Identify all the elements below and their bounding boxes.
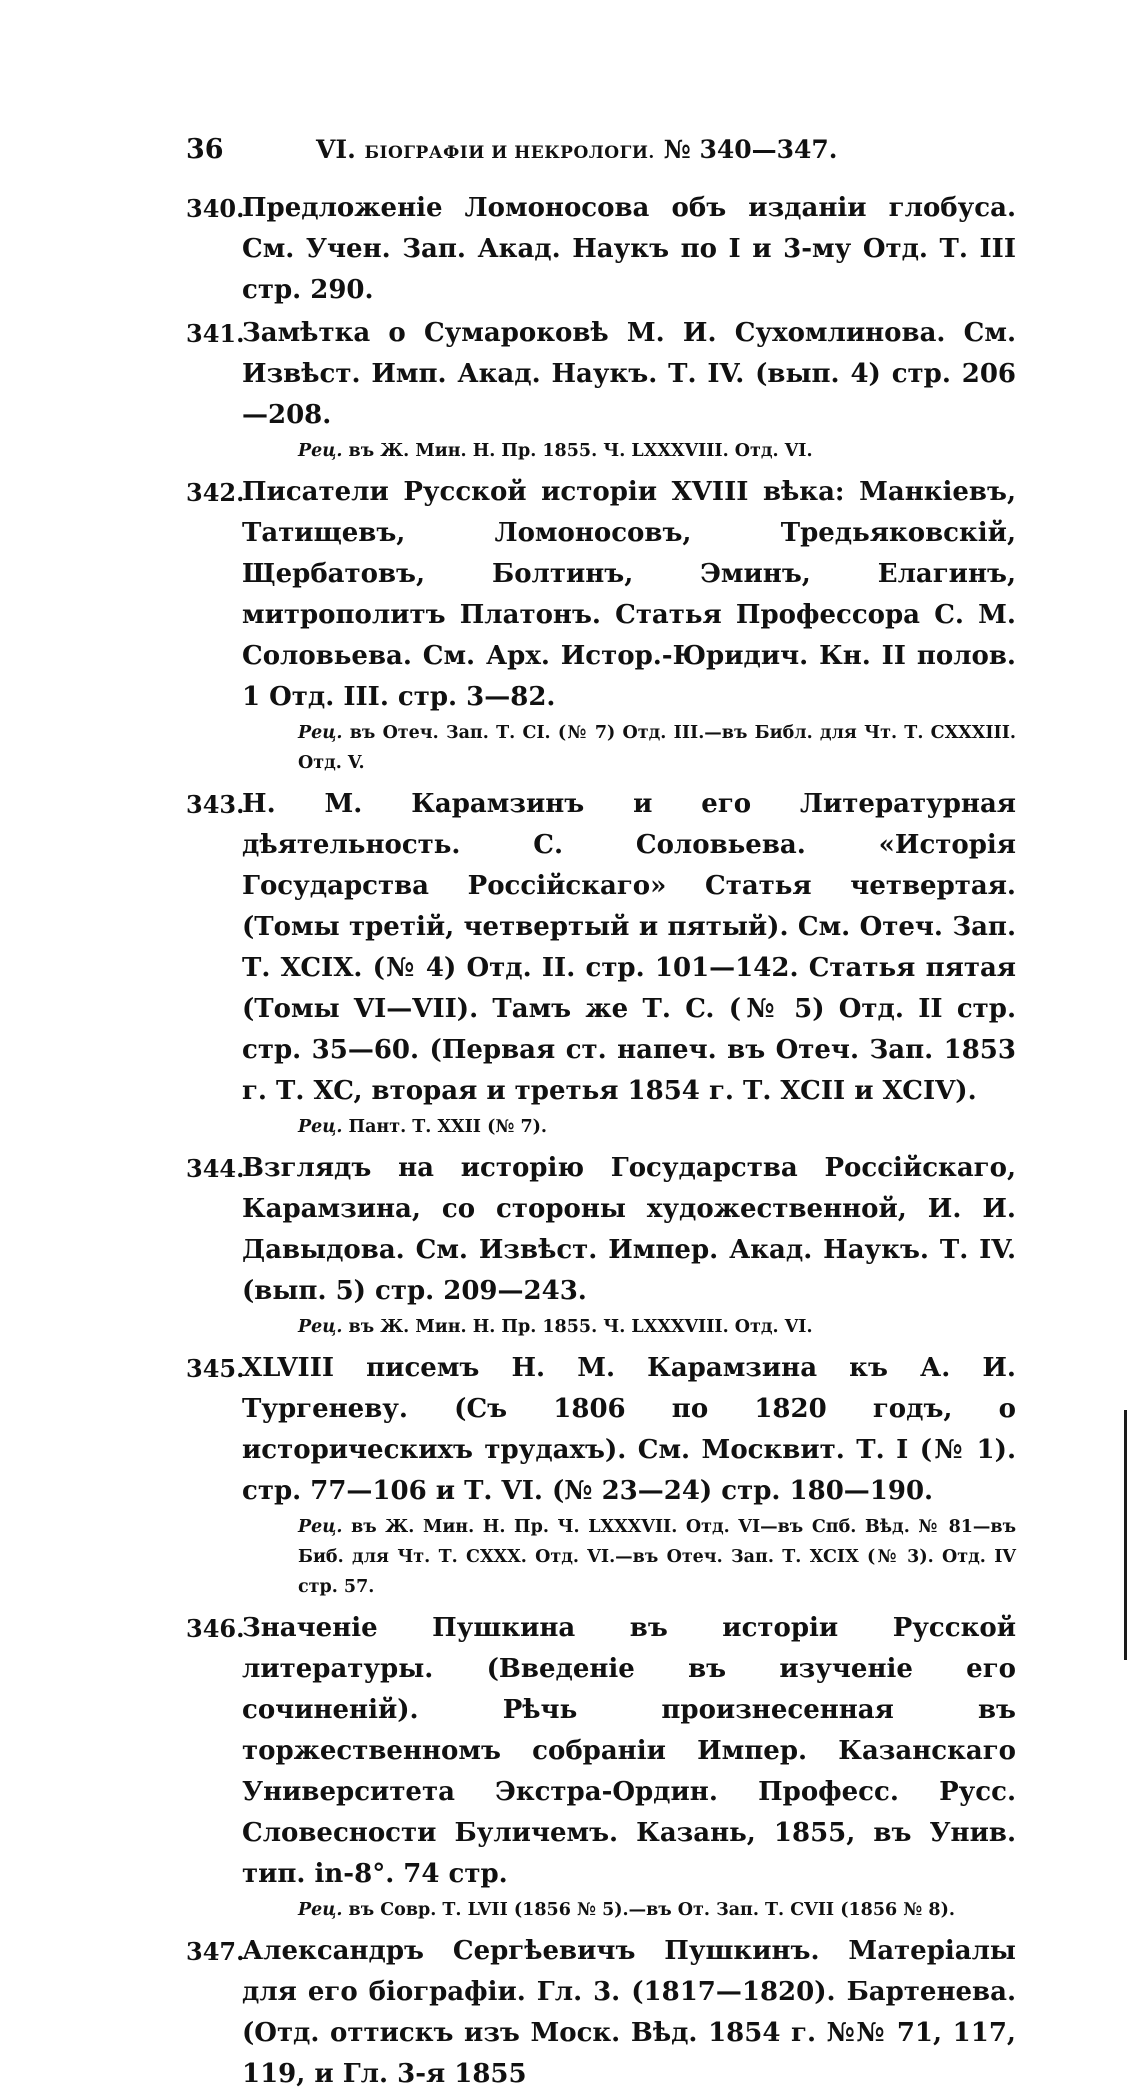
- bibliography-entry-341: [186, 313, 1016, 466]
- running-head: [316, 130, 838, 173]
- entry-review: [242, 718, 1016, 778]
- review-text: въ Ж. Мин. Н. Пр. Ч. LXXXVII. Отд. VI—въ Спб. Вѣд. № 81—въ Биб. для Чт. Т. CXXX. Отд. VI.—въ Отеч. Зап. Т. XCIX (№ 3). Отд. IV стр. 57.: [298, 1517, 1017, 1597]
- entry-number: 347.: [186, 1937, 245, 1966]
- entry-number: 343.: [186, 790, 245, 819]
- entry-text: Взглядъ на исторiю Государства Россiйскаго, Карамзина, со стороны художественной, И. И. Давыдова. См. Извѣст. Импер. Акад. Наукъ. Т. IV. (вып. 5) стр. 209—243.: [242, 1153, 1016, 1306]
- bibliography-entry-343: [186, 784, 1016, 1142]
- entry-text: XLVIII писемъ Н. М. Карамзина къ А. И. Тургеневу. (Съ 1806 по 1820 годъ, о историческихъ трудахъ). См. Москвит. Т. I (№ 1). стр. 77—106 и Т. VI. (№ 23—24) стр. 180—190.: [242, 1353, 1016, 1506]
- bibliography-entry-347: [186, 1931, 1016, 2095]
- entry-review: [242, 1112, 1016, 1142]
- bibliography-entry-340: [186, 188, 1016, 311]
- entry-review: [242, 436, 1016, 466]
- entry-number: 341.: [186, 319, 245, 348]
- bibliography-entry-346: [186, 1608, 1016, 1925]
- page-edge-line: [1124, 1410, 1127, 1660]
- review-label: Рец.: [298, 723, 343, 743]
- review-label: Рец.: [298, 1317, 343, 1337]
- page-header: [186, 130, 1016, 170]
- entry-review: [242, 1312, 1016, 1342]
- entry-number: 344.: [186, 1154, 245, 1183]
- review-text: въ Ж. Мин. Н. Пр. 1855. Ч. LXXXVIII. Отд. VI.: [348, 1317, 813, 1337]
- bibliography-entry-342: [186, 472, 1016, 778]
- bibliography-entry-344: [186, 1148, 1016, 1342]
- review-label: Рец.: [298, 1117, 343, 1137]
- running-head-title: БIОГРАФIИ И НЕКРОЛОГИ.: [364, 143, 655, 163]
- bibliography-entry-345: [186, 1348, 1016, 1602]
- entry-number: 340.: [186, 194, 245, 223]
- entry-text: Александръ Сергѣевичъ Пушкинъ. Матерiалы для его бiографiи. Гл. 3. (1817—1820). Бартенева. (Отд. оттискъ изъ Моск. Вѣд. 1854 г. №№ 71, 117, 119, и Гл. 3-я 1855: [242, 1936, 1016, 2089]
- entry-text: Н. М. Карамзинъ и его Литературная дѣятельность. С. Соловьева. «Исторiя Государства Россiйскаго» Статья четвертая. (Томы третiй, четвертый и пятый). См. Отеч. Зап. Т. XCIX. (№ 4) Отд. II. стр. 101—142. Статья пятая (Томы VI—VII). Тамъ же Т. C. (№ 5) Отд. II стр. стр. 35—60. (Первая ст. напеч. въ Отеч. Зап. 1853 г. Т. XC, вторая и третья 1854 г. Т. XCII и XCIV).: [242, 789, 1016, 1106]
- review-text: Пант. Т. XXII (№ 7).: [348, 1117, 548, 1137]
- entry-text: Предложенiе Ломоносова объ изданiи глобуса. См. Учен. Зап. Акад. Наукъ по I и 3-му Отд. Т. III стр. 290.: [242, 193, 1016, 305]
- bibliography-list: [186, 188, 1016, 2097]
- review-label: Рец.: [298, 1517, 343, 1537]
- running-head-prefix: VI.: [316, 135, 365, 164]
- review-label: Рец.: [298, 1900, 343, 1920]
- entry-number: 345.: [186, 1354, 245, 1383]
- entry-text: Значенiе Пушкина въ исторiи Русской литературы. (Введенiе въ изученiе его сочиненiй). Рѣчь произнесенная въ торжественномъ собранiи Импер. Казанскаго Университета Экстра-Ордин. Професс. Русс. Словесности Буличемъ. Казань, 1855, въ Унив. тип. in-8°. 74 стр.: [242, 1613, 1016, 1889]
- review-text: въ Совр. Т. LVII (1856 № 5).—въ От. Зап. Т. CVII (1856 № 8).: [348, 1900, 955, 1920]
- review-text: въ Ж. Мин. Н. Пр. 1855. Ч. LXXXVIII. Отд. VI.: [348, 441, 813, 461]
- page-number: 36: [186, 134, 224, 165]
- entry-review: [242, 1895, 1016, 1925]
- running-head-range: № 340—347.: [663, 135, 838, 164]
- entry-number: 342.: [186, 478, 245, 507]
- entry-text: Писатели Русской исторiи XVIII вѣка: Манкiевъ, Татищевъ, Ломоносовъ, Тредьяковскiй, Щербатовъ, Болтинъ, Эминъ, Елагинъ, митрополитъ Платонъ. Статья Профессора С. М. Соловьева. См. Арх. Истор.-Юридич. Кн. II полов. 1 Отд. III. стр. 3—82.: [242, 477, 1016, 712]
- entry-number: 346.: [186, 1614, 245, 1643]
- entry-review: [242, 1512, 1016, 1602]
- review-text: въ Отеч. Зап. Т. CI. (№ 7) Отд. III.—въ Библ. для Чт. Т. CXXXIII. Отд. V.: [298, 723, 1016, 773]
- entry-text: Замѣтка о Сумароковѣ М. И. Сухомлинова. См. Извѣст. Имп. Акад. Наукъ. Т. IV. (вып. 4) стр. 206—208.: [242, 318, 1016, 430]
- review-label: Рец.: [298, 441, 343, 461]
